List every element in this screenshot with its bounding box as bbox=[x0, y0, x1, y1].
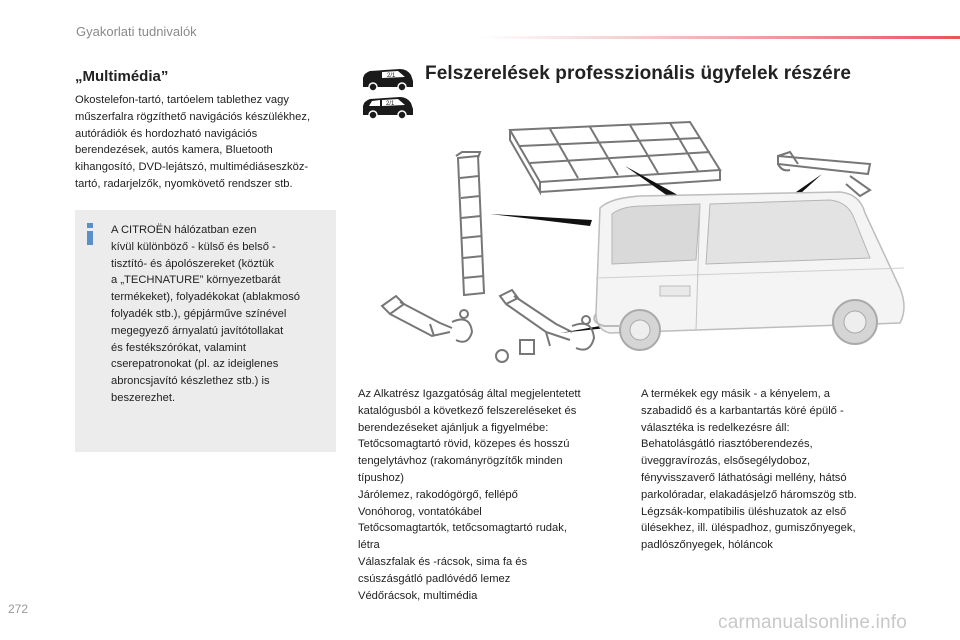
roof-bars-illustration bbox=[778, 152, 870, 196]
text-line: Behatolásgátló riasztóberendezés, bbox=[641, 438, 813, 451]
multimedia-intro bbox=[75, 92, 343, 193]
text-line: típushoz) bbox=[358, 471, 405, 484]
pro-equipment-list bbox=[358, 386, 628, 604]
text-line: műszerfalra rögzíthető navigációs készülékhez, bbox=[75, 110, 311, 123]
text-line: Légzsák-kompatibilis üléshuzatok az első bbox=[641, 505, 847, 518]
towbar-illustration bbox=[496, 290, 594, 362]
text-line: folyadék stb.), gépjárműve színével bbox=[111, 307, 287, 320]
page-number: 272 bbox=[8, 602, 29, 616]
text-line: abroncsjavító készlethez stb.) is bbox=[111, 375, 270, 388]
van-icon bbox=[360, 94, 416, 120]
text-line: választéka is redelkezésre áll: bbox=[641, 421, 790, 434]
text-line: A CITROËN hálózatban ezen bbox=[111, 224, 257, 236]
text-line: katalógusból a következő felszereléseket és bbox=[358, 404, 577, 417]
text-line: tisztító- és ápolószereket (köztük bbox=[111, 257, 274, 270]
text-line: Tetőcsomagtartók, tetőcsomagtartó rudak, bbox=[358, 522, 567, 535]
text-line: autórádiók és hordozható navigációs bbox=[75, 127, 258, 140]
text-line: beszerezhet. bbox=[111, 391, 176, 404]
text-line: megegyező árnyalatú javítótollakat bbox=[111, 324, 284, 337]
text-line: berendezések, autós kamera, Bluetooth bbox=[75, 144, 273, 157]
text-line: a „TECHNATURE” környezetbarát bbox=[111, 274, 281, 287]
text-line: termékeket), folyadékokat (ablakmosó bbox=[111, 291, 301, 304]
text-line: Válaszfalak és -rácsok, sima fa és bbox=[358, 555, 528, 568]
towbar-illustration bbox=[382, 296, 472, 342]
equipment-illustration bbox=[360, 118, 920, 380]
comfort-products-list bbox=[641, 386, 891, 554]
text-line: berendezéseket ajánljuk a figyelmébe: bbox=[358, 421, 549, 434]
text-line: tartó, radarjelzők, nyomkövető rendszer stb. bbox=[75, 177, 293, 190]
text-line: parkolóradar, elakadásjelző háromszög stb. bbox=[641, 488, 857, 501]
text-line: csúszásgátló padlóvédő lemez bbox=[358, 572, 511, 585]
info-text bbox=[111, 222, 321, 407]
text-line: létra bbox=[358, 539, 380, 552]
text-line: Védőrácsok, multimédia bbox=[358, 589, 478, 602]
watermark: carmanualsonline.info bbox=[718, 612, 908, 633]
text-line: kívül különböző - külső és belső - bbox=[111, 240, 276, 253]
text-line: tengelytávhoz (rakományrögzítők minden bbox=[358, 455, 563, 468]
text-line: cserepatronokat (pl. az ideiglenes bbox=[111, 358, 279, 371]
van-illustration bbox=[594, 192, 904, 350]
svg-text:2/1: 2/1 bbox=[387, 73, 396, 79]
text-line: fényvisszaverő láthatósági mellény, hátsó bbox=[641, 471, 847, 484]
text-line: és festékszórókat, valamint bbox=[111, 341, 246, 354]
section-header: Gyakorlati tudnivalók bbox=[76, 24, 197, 39]
svg-text:2/1: 2/1 bbox=[386, 101, 395, 107]
pointer bbox=[490, 214, 592, 226]
info-icon bbox=[85, 223, 95, 245]
header-rule bbox=[480, 36, 960, 39]
text-line: Az Alkatrész Igazgatóság által megjelentetett bbox=[358, 388, 581, 400]
text-line: Okostelefon-tartó, tartóelem tablethez vagy bbox=[75, 94, 289, 106]
text-line: Járólemez, rakodógörgő, fellépő bbox=[358, 488, 518, 501]
roof-rack-illustration bbox=[510, 122, 720, 192]
text-line: ülésekhez, ill. üléspadhoz, gumiszőnyegek, bbox=[641, 522, 856, 535]
van-icon bbox=[360, 66, 416, 92]
text-line: A termékek egy másik - a kényelem, a bbox=[641, 388, 831, 400]
multimedia-title: „Multimédia” bbox=[75, 68, 169, 85]
text-line: padlószőnyegek, hóláncok bbox=[641, 539, 773, 552]
pro-equipment-title: Felszerelések professzionális ügyfelek részére bbox=[425, 63, 851, 84]
ladder-illustration bbox=[456, 152, 484, 295]
text-line: Tetőcsomagtartó rövid, közepes és hosszú bbox=[358, 438, 570, 451]
text-line: szabadidő és a karbantartás köré épülő - bbox=[641, 404, 844, 417]
text-line: kihangosító, DVD-lejátszó, multimédiáseszköz- bbox=[75, 161, 309, 174]
text-line: Vonóhorog, vontatókábel bbox=[358, 505, 482, 518]
text-line: üveggravírozás, elsősegélydoboz, bbox=[641, 455, 811, 468]
